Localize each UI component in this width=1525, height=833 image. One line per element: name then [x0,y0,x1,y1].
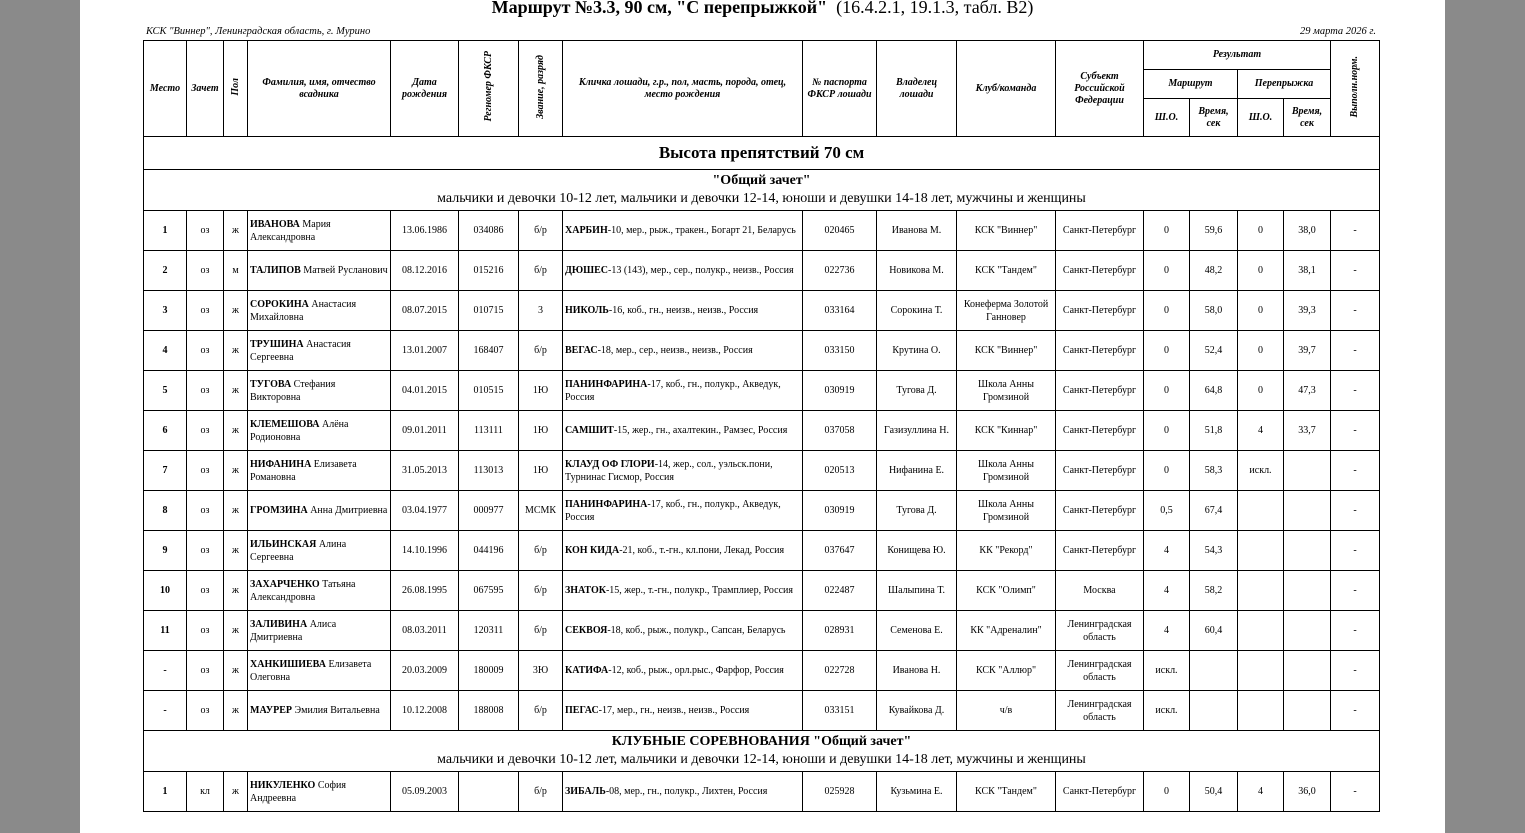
cell-passport: 033151 [803,691,877,731]
cell-rider: НИФАНИНА Елизавета Романовна [248,451,391,491]
cell-rider: ТАЛИПОВ Матвей Русланович [248,251,391,291]
cell-norm: - [1331,611,1380,651]
cell-sex: ж [224,291,248,331]
cell-faults1: 0 [1144,211,1190,251]
cell-place: 1 [144,772,187,812]
cell-faults2: 0 [1238,331,1284,371]
cell-place: 4 [144,331,187,371]
cell-credit: оз [187,291,224,331]
cell-place: 3 [144,291,187,331]
cell-faults2: искл. [1238,451,1284,491]
cell-horse: ДЮШЕС-13 (143), мер., сер., полукр., неизв., Россия [563,251,803,291]
col-rank: Звание, разряд [519,41,563,137]
cell-norm: - [1331,411,1380,451]
cell-reg: 034086 [459,211,519,251]
cell-credit: оз [187,411,224,451]
cell-time1: 60,4 [1190,611,1238,651]
cell-owner: Иванова Н. [877,651,957,691]
col-faults2: Ш.О. [1238,99,1284,137]
cell-birth: 14.10.1996 [391,531,459,571]
cell-time2 [1284,491,1331,531]
col-region: Субъект Российской Федерации [1056,41,1144,137]
cell-horse: ВЕГАС-18, мер., сер., неизв., неизв., Россия [563,331,803,371]
col-rider: Фамилия, имя, отчество всадника [248,41,391,137]
cell-rank: 1Ю [519,451,563,491]
cell-sex: ж [224,531,248,571]
cell-time2: 33,7 [1284,411,1331,451]
cell-birth: 20.03.2009 [391,651,459,691]
cell-credit: оз [187,211,224,251]
cell-faults2 [1238,571,1284,611]
cell-birth: 13.01.2007 [391,331,459,371]
cell-birth: 08.03.2011 [391,611,459,651]
cell-sex: ж [224,571,248,611]
cell-rank: 1Ю [519,411,563,451]
cell-credit: оз [187,691,224,731]
cell-region: Ленинградская область [1056,691,1144,731]
cell-rider: ГРОМЗИНА Анна Дмитриевна [248,491,391,531]
cell-norm: - [1331,491,1380,531]
cell-place: 6 [144,411,187,451]
cell-club: ч/в [957,691,1056,731]
cell-faults1: 4 [1144,571,1190,611]
cell-faults2: 4 [1238,411,1284,451]
cell-owner: Кувайкова Д. [877,691,957,731]
cell-sex: ж [224,331,248,371]
cell-faults1: 0 [1144,251,1190,291]
cell-region: Санкт-Петербург [1056,411,1144,451]
cell-rank: б/р [519,772,563,812]
document-page [80,0,1445,833]
cell-reg [459,772,519,812]
cell-sex: ж [224,211,248,251]
cell-faults1: 0 [1144,291,1190,331]
cell-birth: 31.05.2013 [391,451,459,491]
cell-club: КСК "Тандем" [957,251,1056,291]
table-row [144,331,1380,371]
table-row [144,291,1380,331]
cell-norm: - [1331,331,1380,371]
cell-horse: ПЕГАС-17, мер., гн., неизв., неизв., Россия [563,691,803,731]
cell-rider: ИВАНОВА Мария Александровна [248,211,391,251]
cell-rank: б/р [519,611,563,651]
cell-club: Конеферма Золотой Ганновер [957,291,1056,331]
col-sex: Пол [224,41,248,137]
cell-credit: оз [187,451,224,491]
cell-sex: ж [224,651,248,691]
table-row [144,531,1380,571]
cell-owner: Иванова М. [877,211,957,251]
cell-rank: 3 [519,291,563,331]
cell-region: Санкт-Петербург [1056,451,1144,491]
cell-time1: 52,4 [1190,331,1238,371]
cell-owner: Сорокина Т. [877,291,957,331]
cell-passport: 033150 [803,331,877,371]
cell-reg: 168407 [459,331,519,371]
col-faults1: Ш.О. [1144,99,1190,137]
cell-time1: 54,3 [1190,531,1238,571]
cell-time2 [1284,531,1331,571]
cell-reg: 010715 [459,291,519,331]
cell-faults2 [1238,491,1284,531]
cell-passport: 028931 [803,611,877,651]
cell-horse: НИКОЛЬ-16, коб., гн., неизв., неизв., Россия [563,291,803,331]
cell-rank: б/р [519,211,563,251]
cell-owner: Нифанина Е. [877,451,957,491]
cell-passport: 020513 [803,451,877,491]
cell-faults2 [1238,691,1284,731]
cell-sex: ж [224,772,248,812]
cell-region: Санкт-Петербург [1056,331,1144,371]
table-row [144,491,1380,531]
cell-sex: ж [224,691,248,731]
cell-place: - [144,691,187,731]
cell-rider: ХАНКИШИЕВА Елизавета Олеговна [248,651,391,691]
cell-credit: оз [187,491,224,531]
cell-horse: СЕКВОЯ-18, коб., рыж., полукр., Сапсан, Беларусь [563,611,803,651]
cell-club: КСК "Аллюр" [957,651,1056,691]
cell-norm: - [1331,571,1380,611]
cell-birth: 04.01.2015 [391,371,459,411]
cell-credit: оз [187,331,224,371]
cell-norm: - [1331,211,1380,251]
cell-birth: 09.01.2011 [391,411,459,451]
cell-place: 5 [144,371,187,411]
cell-norm: - [1331,371,1380,411]
cell-horse: ЗНАТОК-15, жер., т.-гн., полукр., Трамплиер, Россия [563,571,803,611]
cell-region: Санкт-Петербург [1056,251,1144,291]
cell-time1: 48,2 [1190,251,1238,291]
col-time1: Время, сек [1190,99,1238,137]
cell-time2 [1284,691,1331,731]
cell-horse: ПАНИНФАРИНА-17, коб., гн., полукр., Акведук, Россия [563,491,803,531]
height-heading: Высота препятствий 70 см [144,137,1380,170]
cell-rank: б/р [519,691,563,731]
cell-birth: 26.08.1995 [391,571,459,611]
organizer: КСК "Виннер", Ленинградская область, г. Мурино [146,26,371,37]
cell-place: 10 [144,571,187,611]
cell-place: 11 [144,611,187,651]
cell-faults1: 0,5 [1144,491,1190,531]
cell-faults1: искл. [1144,691,1190,731]
cell-norm: - [1331,291,1380,331]
cell-credit: оз [187,651,224,691]
cell-faults2: 0 [1238,371,1284,411]
cell-faults1: 0 [1144,411,1190,451]
cell-club: КСК "Виннер" [957,331,1056,371]
cell-time1: 50,4 [1190,772,1238,812]
col-result: Результат [1144,41,1331,70]
protocol-title: Маршрут №3.3, 90 см, "С перепрыжкой" (16.4.2.1, 19.1.3, табл. В2) [491,0,1034,17]
cell-reg: 188008 [459,691,519,731]
cell-faults2 [1238,531,1284,571]
cell-time1: 67,4 [1190,491,1238,531]
cell-faults2 [1238,611,1284,651]
cell-norm: - [1331,772,1380,812]
cell-time2: 47,3 [1284,371,1331,411]
cell-passport: 022728 [803,651,877,691]
cell-birth: 10.12.2008 [391,691,459,731]
cell-horse: КОН КИДА-21, коб., т.-гн., кл.пони, Лекад, Россия [563,531,803,571]
cell-norm: - [1331,251,1380,291]
cell-reg: 015216 [459,251,519,291]
cell-birth: 05.09.2003 [391,772,459,812]
cell-club: КСК "Олимп" [957,571,1056,611]
cell-time2: 36,0 [1284,772,1331,812]
cell-owner: Кузьмина Е. [877,772,957,812]
cell-passport: 037647 [803,531,877,571]
cell-credit: оз [187,611,224,651]
cell-region: Санкт-Петербург [1056,291,1144,331]
cell-place: 2 [144,251,187,291]
cell-club: КСК "Виннер" [957,211,1056,251]
cell-rider: ТРУШИНА Анастасия Сергеевна [248,331,391,371]
cell-sex: ж [224,491,248,531]
cell-region: Санкт-Петербург [1056,491,1144,531]
cell-club: КК "Рекорд" [957,531,1056,571]
cell-region: Санкт-Петербург [1056,531,1144,571]
cell-rank: 1Ю [519,371,563,411]
cell-reg: 010515 [459,371,519,411]
cell-passport: 030919 [803,371,877,411]
cell-faults2 [1238,651,1284,691]
cell-sex: ж [224,411,248,451]
cell-rider: МАУРЕР Эмилия Витальевна [248,691,391,731]
cell-place: 8 [144,491,187,531]
cell-rider: СОРОКИНА Анастасия Михайловна [248,291,391,331]
cell-region: Санкт-Петербург [1056,772,1144,812]
cell-owner: Тугова Д. [877,491,957,531]
cell-horse: ХАРБИН-10, мер., рыж., тракен., Богарт 21, Беларусь [563,211,803,251]
cell-sex: м [224,251,248,291]
cell-place: 1 [144,211,187,251]
results-table [143,40,1380,812]
cell-faults2: 4 [1238,772,1284,812]
cell-time1: 59,6 [1190,211,1238,251]
cell-owner: Крутина О. [877,331,957,371]
cell-time2: 38,0 [1284,211,1331,251]
table-row [144,451,1380,491]
cell-rider: КЛЕМЕШОВА Алёна Родионовна [248,411,391,451]
cell-birth: 13.06.1986 [391,211,459,251]
col-jumpoff: Перепрыжка [1238,70,1331,99]
group-heading-1: "Общий зачет" мальчики и девочки 10-12 лет, мальчики и девочки 12-14, юноши и девушки 14-18 лет, мужчины и женщины [144,170,1380,211]
cell-faults1: 0 [1144,371,1190,411]
cell-rank: б/р [519,571,563,611]
cell-norm: - [1331,531,1380,571]
cell-birth: 08.12.2016 [391,251,459,291]
col-reg: Регномер ФКСР [459,41,519,137]
cell-passport: 020465 [803,211,877,251]
cell-time2: 39,7 [1284,331,1331,371]
table-row [144,571,1380,611]
cell-rank: б/р [519,331,563,371]
cell-passport: 030919 [803,491,877,531]
cell-owner: Шалыпина Т. [877,571,957,611]
cell-norm: - [1331,691,1380,731]
cell-time2 [1284,451,1331,491]
col-time2: Время, сек [1284,99,1331,137]
cell-faults2: 0 [1238,211,1284,251]
cell-credit: оз [187,371,224,411]
cell-passport: 022736 [803,251,877,291]
cell-region: Санкт-Петербург [1056,211,1144,251]
cell-faults1: 0 [1144,772,1190,812]
cell-rider: ЗАХАРЧЕНКО Татьяна Александровна [248,571,391,611]
event-date: 29 марта 2026 г. [1300,26,1376,37]
cell-reg: 120311 [459,611,519,651]
cell-rank: МСМК [519,491,563,531]
col-horse: Кличка лошади, г.р., пол, масть, порода, отец, место рождения [563,41,803,137]
cell-owner: Новикова М. [877,251,957,291]
cell-time2: 39,3 [1284,291,1331,331]
cell-norm: - [1331,651,1380,691]
cell-time1 [1190,691,1238,731]
cell-rider: НИКУЛЕНКО София Андреевна [248,772,391,812]
cell-rank: б/р [519,251,563,291]
table-row [144,371,1380,411]
cell-sex: ж [224,371,248,411]
cell-region: Ленинградская область [1056,611,1144,651]
cell-credit: оз [187,571,224,611]
cell-passport: 022487 [803,571,877,611]
cell-time2 [1284,611,1331,651]
cell-place: 9 [144,531,187,571]
cell-time1: 58,0 [1190,291,1238,331]
cell-sex: ж [224,451,248,491]
cell-rider: ТУГОВА Стефания Викторовна [248,371,391,411]
cell-faults1: 0 [1144,451,1190,491]
col-owner: Владелец лошади [877,41,957,137]
cell-rider: ИЛЬИНСКАЯ Алина Сергеевна [248,531,391,571]
cell-horse: ЗИБАЛЬ-08, мер., гн., полукр., Лихтен, Россия [563,772,803,812]
cell-horse: САМШИТ-15, жер., гн., ахалтекин., Рамзес, Россия [563,411,803,451]
cell-owner: Семенова Е. [877,611,957,651]
table-row [144,772,1380,812]
col-norm: Выполн.норм. [1331,41,1380,137]
cell-credit: оз [187,531,224,571]
cell-faults2: 0 [1238,291,1284,331]
col-passport: № паспорта ФКСР лошади [803,41,877,137]
cell-place: 7 [144,451,187,491]
cell-club: Школа Анны Громзиной [957,451,1056,491]
cell-rank: 3Ю [519,651,563,691]
cell-time1: 64,8 [1190,371,1238,411]
cell-region: Ленинградская область [1056,651,1144,691]
cell-time1: 51,8 [1190,411,1238,451]
cell-passport: 025928 [803,772,877,812]
table-row [144,211,1380,251]
cell-reg: 180009 [459,651,519,691]
col-route: Маршрут [1144,70,1238,99]
cell-reg: 000977 [459,491,519,531]
cell-time1: 58,2 [1190,571,1238,611]
cell-credit: оз [187,251,224,291]
cell-club: Школа Анны Громзиной [957,491,1056,531]
cell-time2: 38,1 [1284,251,1331,291]
cell-faults1: 0 [1144,331,1190,371]
cell-faults1: 4 [1144,611,1190,651]
cell-region: Москва [1056,571,1144,611]
cell-rider: ЗАЛИВИНА Алиса Дмитриевна [248,611,391,651]
cell-rank: б/р [519,531,563,571]
group-heading-2: КЛУБНЫЕ СОРЕВНОВАНИЯ "Общий зачет" мальчики и девочки 10-12 лет, мальчики и девочки 12-14, юноши и девушки 14-18 лет, мужчины и женщины [144,731,1380,772]
col-credit: Зачет [187,41,224,137]
cell-place: - [144,651,187,691]
cell-faults1: 4 [1144,531,1190,571]
cell-horse: КАТИФА-12, коб., рыж., орл.рыс., Фарфор, Россия [563,651,803,691]
table-row [144,691,1380,731]
cell-club: Школа Анны Громзиной [957,371,1056,411]
col-place: Место [144,41,187,137]
cell-birth: 03.04.1977 [391,491,459,531]
cell-faults2: 0 [1238,251,1284,291]
cell-faults1: искл. [1144,651,1190,691]
cell-club: КК "Адреналин" [957,611,1056,651]
cell-birth: 08.07.2015 [391,291,459,331]
cell-passport: 037058 [803,411,877,451]
cell-horse: КЛАУД ОФ ГЛОРИ-14, жер., сол., уэльск.пони, Турнинас Гисмор, Россия [563,451,803,491]
col-club: Клуб/команда [957,41,1056,137]
cell-time2 [1284,651,1331,691]
cell-norm: - [1331,451,1380,491]
cell-club: КСК "Киннар" [957,411,1056,451]
cell-passport: 033164 [803,291,877,331]
cell-time1 [1190,651,1238,691]
cell-credit: кл [187,772,224,812]
cell-owner: Конищева Ю. [877,531,957,571]
cell-sex: ж [224,611,248,651]
cell-owner: Газизуллина Н. [877,411,957,451]
col-birth: Дата рождения [391,41,459,137]
table-row [144,251,1380,291]
cell-reg: 067595 [459,571,519,611]
table-row [144,611,1380,651]
table-row [144,411,1380,451]
cell-horse: ПАНИНФАРИНА-17, коб., гн., полукр., Акведук, Россия [563,371,803,411]
table-row [144,651,1380,691]
cell-reg: 113111 [459,411,519,451]
cell-reg: 044196 [459,531,519,571]
cell-time2 [1284,571,1331,611]
cell-owner: Тугова Д. [877,371,957,411]
cell-club: КСК "Тандем" [957,772,1056,812]
cell-region: Санкт-Петербург [1056,371,1144,411]
cell-time1: 58,3 [1190,451,1238,491]
cell-reg: 113013 [459,451,519,491]
